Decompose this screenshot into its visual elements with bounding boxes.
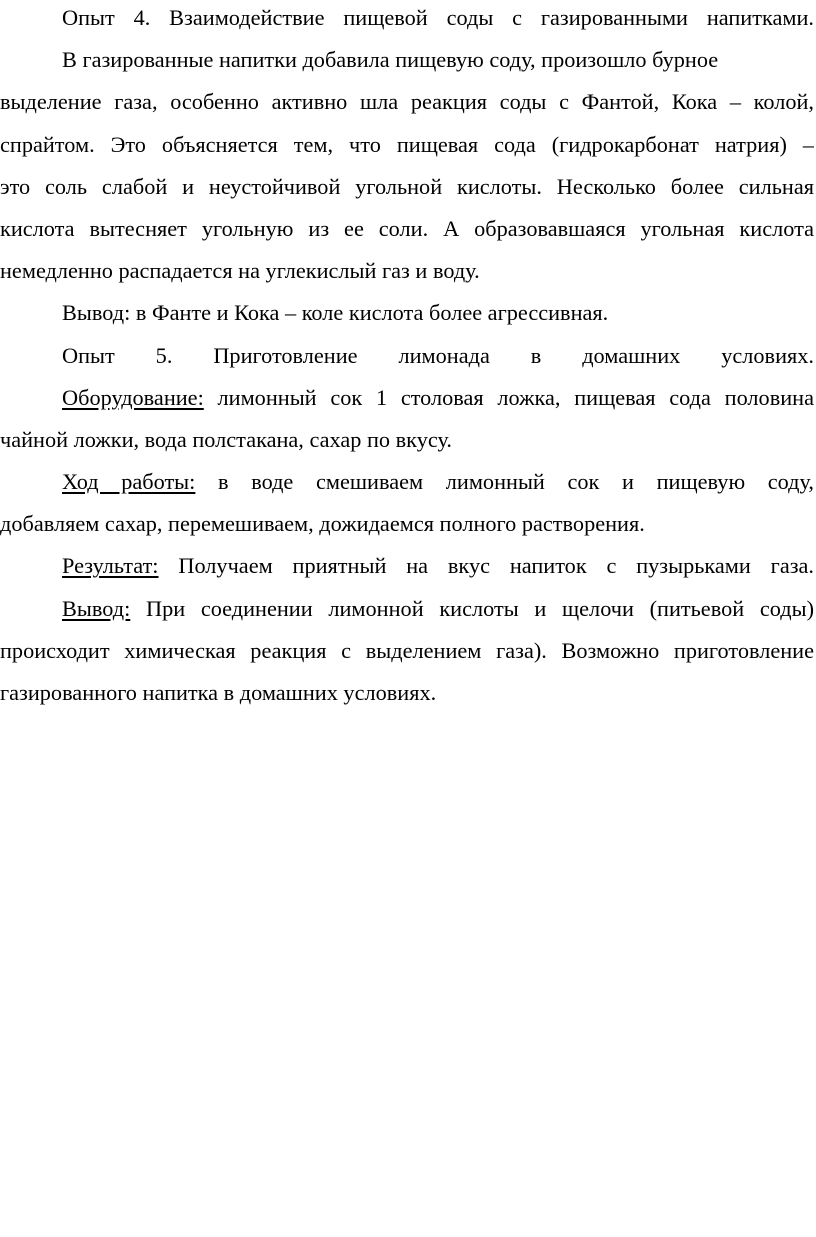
line-text: газированного напитка в домашних условиях. — [0, 680, 437, 705]
line-text: спрайтом. Это объясняется тем, что пищевая сода (гидрокарбонат натрия) – — [0, 131, 814, 157]
underlined-label: Оборудование: — [62, 384, 204, 410]
text-line — [0, 419, 814, 461]
text-line — [0, 0, 814, 39]
line-text: Получаем приятный на вкус напиток с пузырьками газа. — [158, 553, 814, 579]
line-text: кислота вытесняет угольную из ее соли. А образовавшаяся угольная кислота — [0, 215, 814, 241]
text-line — [0, 292, 814, 334]
line-text: В газированные напитки добавила пищевую соду, произошло бурное — [62, 47, 719, 73]
text-line — [0, 208, 814, 250]
text-line — [0, 39, 814, 81]
text-line — [0, 503, 814, 545]
line-text: добавляем сахар, перемешиваем, дожидаемся полного растворения. — [0, 511, 645, 537]
text-line — [0, 250, 814, 292]
text-line — [0, 588, 814, 630]
line-text: чайной ложки, вода полстакана, сахар по вкусу. — [0, 426, 452, 452]
line-text: Опыт 4. Взаимодействие пищевой соды с газированными напитками. — [62, 5, 814, 30]
text-line — [0, 672, 814, 714]
line-text: немедленно распадается на углекислый газ и воду. — [0, 258, 480, 284]
line-text: Опыт 5. Приготовление лимонада в домашних условиях. — [62, 342, 814, 368]
line-text: лимонный сок 1 столовая ложка, пищевая сода половина — [203, 384, 814, 410]
line-text: При соединении лимонной кислоты и щелочи (питьевой соды) — [130, 595, 814, 621]
text-line — [0, 630, 814, 672]
text-line — [0, 335, 814, 377]
underlined-label: Вывод: — [62, 595, 131, 621]
line-text: в воде смешиваем лимонный сок и пищевую соду, — [195, 469, 814, 495]
text-line — [0, 461, 814, 503]
text-line — [0, 166, 814, 208]
underlined-label: Ход работы: — [62, 469, 196, 495]
underlined-label: Результат: — [62, 553, 159, 579]
text-line — [0, 124, 814, 166]
line-text: это соль слабой и неустойчивой угольной кислоты. Несколько более сильная — [0, 173, 814, 199]
line-text: Вывод: в Фанте и Кока – коле кислота более агрессивная. — [62, 300, 609, 326]
text-line — [0, 81, 814, 123]
text-line — [0, 377, 814, 419]
text-line — [0, 545, 814, 587]
line-text: выделение газа, особенно активно шла реакция соды с Фантой, Кока – колой, — [0, 89, 814, 115]
line-text: происходит химическая реакция с выделением газа). Возможно приготовление — [0, 637, 814, 663]
